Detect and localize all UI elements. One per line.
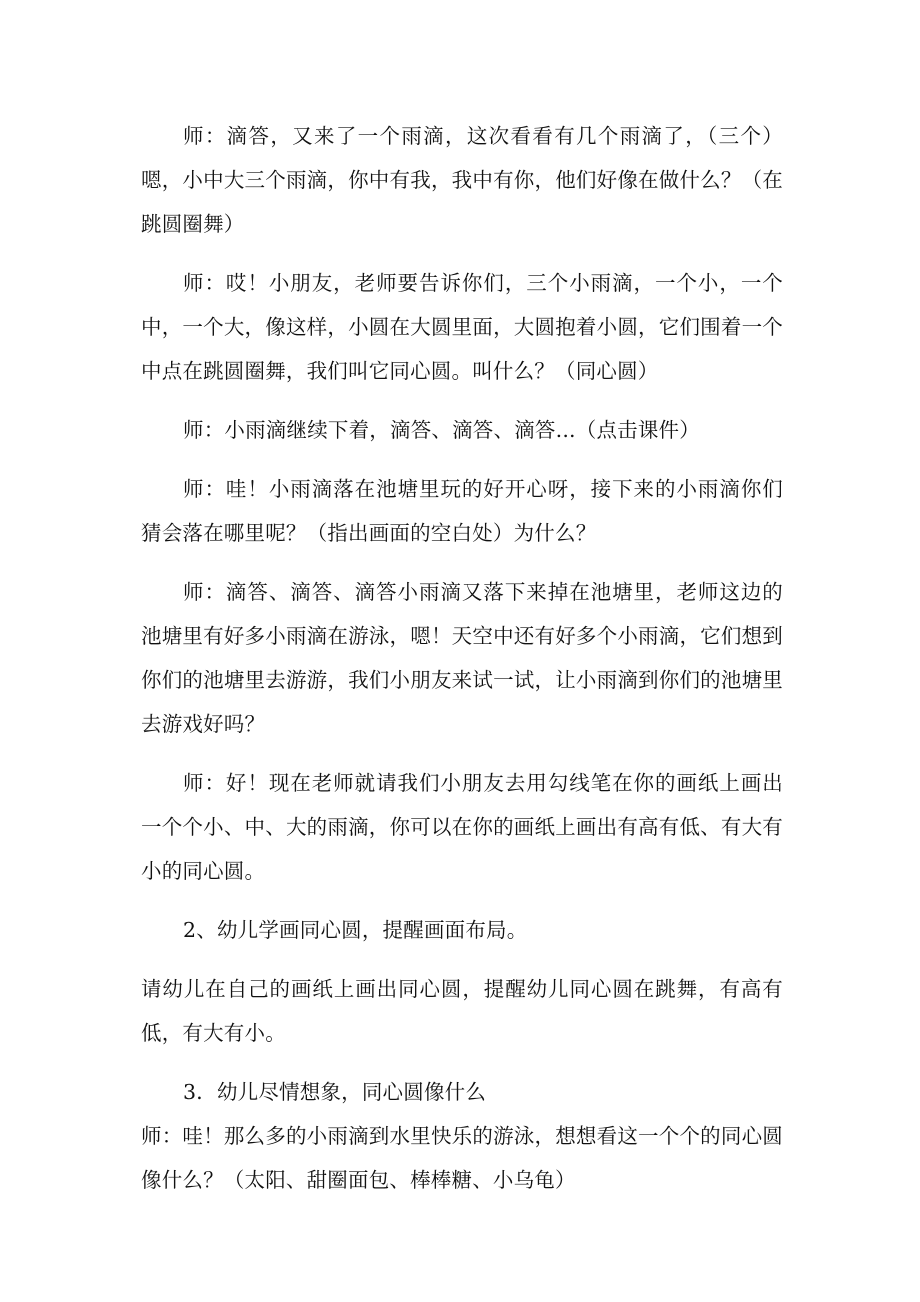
paragraph-dialogue-6: 师：好！现在老师就请我们小朋友去用勾线笔在你的画纸上画出一个个小、中、大的雨滴，你可以在你的画纸上画出有高有低、有大有小的同心圆。 bbox=[141, 771, 783, 883]
paragraph-dialogue-7: 师：哇！那么多的小雨滴到水里快乐的游泳，想想看这一个个的同心圆像什么？（太阳、甜圈面包、棒棒糖、小乌龟） bbox=[141, 1124, 783, 1192]
paragraph-instruction: 请幼儿在自己的画纸上画出同心圆，提醒幼儿同心圆在跳舞，有高有低，有大有小。 bbox=[141, 977, 783, 1045]
paragraph-dialogue-4: 师：哇！小雨滴落在池塘里玩的好开心呀，接下来的小雨滴你们猜会落在哪里呢？（指出画面的空白处）为什么？ bbox=[141, 477, 783, 545]
paragraph-dialogue-3: 师：小雨滴继续下着，滴答、滴答、滴答...（点击课件） bbox=[183, 418, 700, 442]
section-heading-3: 3．幼儿尽情想象，同心圆像什么 bbox=[183, 1080, 487, 1104]
section-heading-2: 2、幼儿学画同心圆，提醒画面布局。 bbox=[183, 918, 528, 942]
paragraph-dialogue-1: 师：滴答，又来了一个雨滴，这次看看有几个雨滴了，（三个）嗯，小中大三个雨滴，你中有我，我中有你，他们好像在做什么？（在跳圆圈舞） bbox=[141, 124, 783, 236]
document-body bbox=[141, 114, 783, 1217]
paragraph-dialogue-2: 师：哎！小朋友，老师要告诉你们，三个小雨滴，一个小，一个中，一个大，像这样，小圆在大圆里面，大圆抱着小圆，它们围着一个中点在跳圆圈舞，我们叫它同心圆。叫什么？（同心圆） bbox=[141, 271, 783, 383]
paragraph-dialogue-5: 师：滴答、滴答、滴答小雨滴又落下来掉在池塘里，老师这边的池塘里有好多小雨滴在游泳，嗯！天空中还有好多个小雨滴，它们想到你们的池塘里去游游，我们小朋友来试一试，让小雨滴到你们的池塘里去游戏好吗？ bbox=[141, 580, 783, 736]
